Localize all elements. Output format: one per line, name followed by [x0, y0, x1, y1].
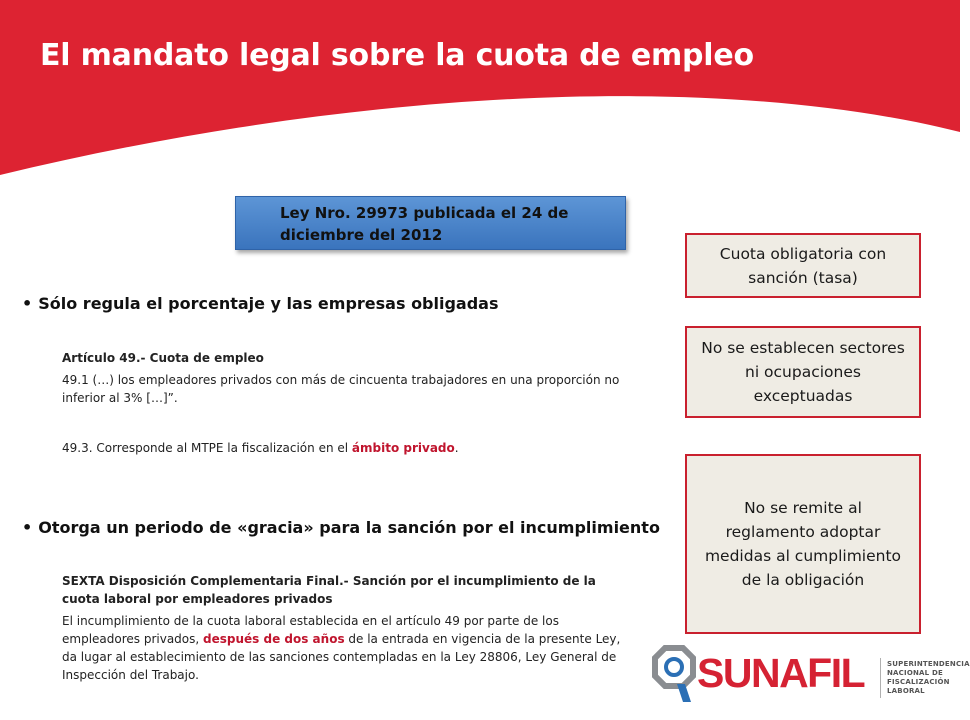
sexta-before: El incumplimiento de la cuota laboral establecida en el artículo 49 por parte de los empleadores privados, — [62, 614, 559, 646]
sexta-after: de la entrada en vigencia de la presente Ley, da lugar al establecimiento de las sanciones contempladas en la Ley 28806, Ley General de Inspección del Trabajo. — [62, 632, 621, 682]
side-box-no-regulation: No se remite al reglamento adoptar medidas al cumplimiento de la obligación — [685, 454, 921, 634]
article-49-title: Artículo 49.- Cuota de empleo — [62, 351, 264, 365]
magnifier-icon — [647, 644, 699, 708]
bullet-dot: • — [22, 294, 33, 313]
bullet-text: Sólo regula el porcentaje y las empresas obligadas — [38, 294, 499, 313]
sexta-disposicion-text — [62, 612, 637, 684]
sexta-disposicion-title: SEXTA Disposición Complementaria Final.- Sanción por el incumplimiento de la cuota laboral por empleadores privados — [62, 574, 596, 606]
article-49-1-text: 49.1 (…) los empleadores privados con más de cincuenta trabajadores en una proporción no inferior al 3% […]”. — [62, 373, 620, 405]
bullet-grace-period — [22, 518, 660, 537]
article-49-3-before: 49.3. Corresponde al MTPE la fiscalización en el — [62, 441, 352, 455]
law-info-box — [235, 196, 626, 250]
sunafil-logo — [647, 644, 970, 714]
law-info-text: Ley Nro. 29973 publicada el 24 de diciembre del 2012 — [280, 204, 569, 244]
bullet-dot: • — [22, 518, 33, 537]
sunafil-wordmark: SUNAFIL — [697, 650, 865, 696]
article-49-3-highlight: ámbito privado — [351, 441, 455, 455]
article-49-3-after: . — [454, 441, 459, 455]
header-band — [0, 0, 960, 190]
sexta-highlight: después de dos años — [203, 632, 345, 646]
side-box-mandatory-quota: Cuota obligatoria con sanción (tasa) — [685, 233, 921, 298]
article-49-3-text — [62, 439, 459, 457]
sunafil-subtitle: SUPERINTENDENCIA NACIONAL DE FISCALIZACIÓN LABORAL — [887, 660, 970, 695]
logo-divider — [880, 658, 881, 698]
slide-title: El mandato legal sobre la cuota de empleo — [40, 38, 754, 73]
bullet-regulates-percentage — [22, 294, 499, 313]
bullet-text: Otorga un periodo de «gracia» para la sanción por el incumplimiento — [38, 518, 660, 537]
side-box-no-exceptions: No se establecen sectores ni ocupaciones exceptuadas — [685, 326, 921, 418]
